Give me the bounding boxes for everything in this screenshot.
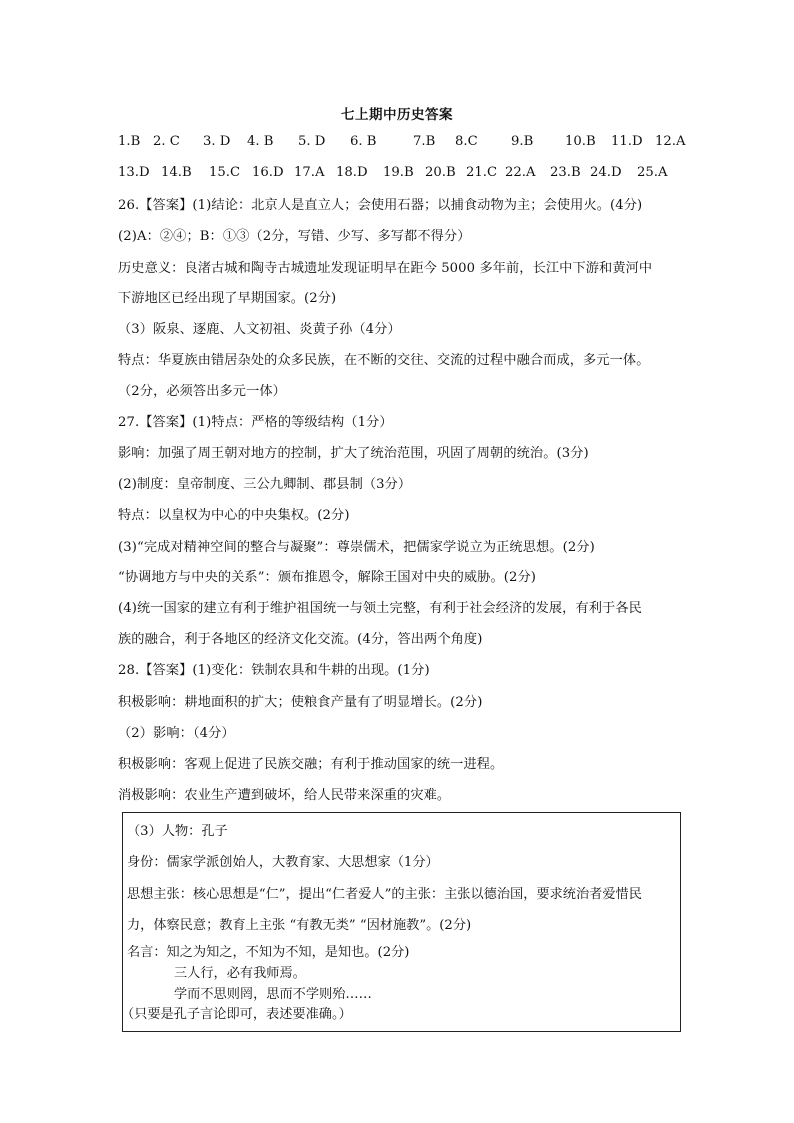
q26-answer-part1: 26.【答案】(1)结论：北京人是直立人；会使用石器；以捕食动物为主；会使用火。(4分) [118, 198, 643, 213]
mc-answer: 15.C [209, 165, 241, 180]
box-note: （只要是孔子言论即可，表述要准确。） [121, 1007, 352, 1022]
box-quote-1: 名言：知之为知之，不知为不知，是知也。(2分) [127, 945, 410, 960]
mc-answer: 23.B [550, 165, 581, 180]
q26-answer-part2: (2)A：②④；B：①③（2分，写错、少写、多写都不得分） [118, 229, 471, 244]
mc-answer: 17.A [294, 165, 325, 180]
q28-part3-answer-box [122, 812, 681, 1032]
mc-answer: 18.D [336, 165, 368, 180]
mc-answer: 24.D [590, 165, 622, 180]
mc-answer: 20.B [425, 165, 456, 180]
box-identity: 身份：儒家学派创始人，大教育家、大思想家（1分） [127, 855, 439, 870]
q27-answer-part3-b: “协调地方与中央的关系”：颁布推恩令，解除王国对中央的威胁。(2分) [118, 570, 536, 585]
q27-feature: 特点：以皇权为中心的中央集权。(2分) [118, 508, 350, 523]
q26-significance-line2: 下游地区已经出现了早期国家。(2分) [118, 291, 337, 306]
q27-answer-part1: 27.【答案】(1)特点：严格的等级结构（1分） [118, 415, 393, 430]
mc-answers-row-1 [118, 134, 695, 154]
mc-answer: 5. D [298, 134, 326, 149]
q26-significance-line1: 历史意义：良渚古城和陶寺古城遗址发现证明早在距今 5000 多年前，长江中下游和黄河中 [118, 261, 653, 276]
q26-feature-note: （2分，必须答出多元一体） [118, 384, 286, 399]
q28-answer-part1: 28.【答案】(1)变化：铁制农具和牛耕的出现。(1分) [118, 663, 430, 678]
mc-answer: 3. D [203, 134, 231, 149]
mc-answer: 13.D [118, 165, 150, 180]
q26-feature: 特点：华夏族由错居杂处的众多民族，在不断的交往、交流的过程中融合而成，多元一体。 [118, 353, 650, 368]
q27-answer-part4-line2: 族的融合，利于各地区的经济文化交流。(4分，答出两个角度) [118, 632, 483, 647]
q28-positive-impact-2: 积极影响：客观上促进了民族交融；有利于推动国家的统一进程。 [118, 757, 504, 772]
mc-answer: 19.B [383, 165, 414, 180]
box-person: （3）人物：孔子 [127, 824, 228, 839]
mc-answer: 16.D [252, 165, 284, 180]
box-quote-3: 学而不思则罔，思而不学则殆…… [174, 987, 372, 1002]
mc-answer: 8.C [455, 134, 478, 149]
box-thought-line1: 思想主张：核心思想是“仁”，提出“仁者爱人”的主张：主张以德治国，要求统治者爱惜民 [127, 887, 642, 902]
mc-answer: 11.D [611, 134, 643, 149]
mc-answer: 12.A [655, 134, 686, 149]
mc-answer: 10.B [565, 134, 596, 149]
q27-answer-part4-line1: (4)统一国家的建立有利于维护祖国统一与领土完整，有利于社会经济的发展，有利于各民 [118, 601, 642, 616]
mc-answer: 6. B [350, 134, 377, 149]
mc-answer: 25.A [637, 165, 668, 180]
page-title: 七上期中历史答案 [341, 107, 453, 123]
q27-answer-part2: (2)制度：皇帝制度、三公九卿制、郡县制（3分） [118, 477, 412, 492]
mc-answer: 1.B [118, 134, 141, 149]
box-quote-2: 三人行，必有我师焉。 [174, 966, 306, 981]
box-thought-line2: 力，体察民意；教育上主张 “有教无类” “因材施教”。(2分) [127, 918, 472, 933]
q27-impact: 影响：加强了周王朝对地方的控制，扩大了统治范围，巩固了周朝的统治。(3分) [118, 446, 589, 461]
mc-answer: 7.B [413, 134, 436, 149]
mc-answer: 22.A [505, 165, 536, 180]
q26-answer-part3: （3）阪泉、逐鹿、人文初祖、炎黄子孙（4分） [118, 322, 401, 337]
mc-answer: 14.B [161, 165, 192, 180]
q27-answer-part3: (3)“完成对精神空间的整合与凝聚”：尊崇儒术，把儒家学说立为正统思想。(2分) [118, 540, 595, 555]
mc-answers-row-2 [118, 165, 673, 185]
mc-answer: 2. C [153, 134, 180, 149]
mc-answer: 4. B [247, 134, 274, 149]
q28-positive-impact: 积极影响：耕地面积的扩大；使粮食产量有了明显增长。(2分) [118, 695, 483, 710]
mc-answer: 9.B [511, 134, 534, 149]
q28-answer-part2: （2）影响：（4分） [118, 726, 235, 741]
q28-negative-impact: 消极影响：农业生产遭到破坏，给人民带来深重的灾难。 [118, 788, 451, 803]
mc-answer: 21.C [466, 165, 498, 180]
